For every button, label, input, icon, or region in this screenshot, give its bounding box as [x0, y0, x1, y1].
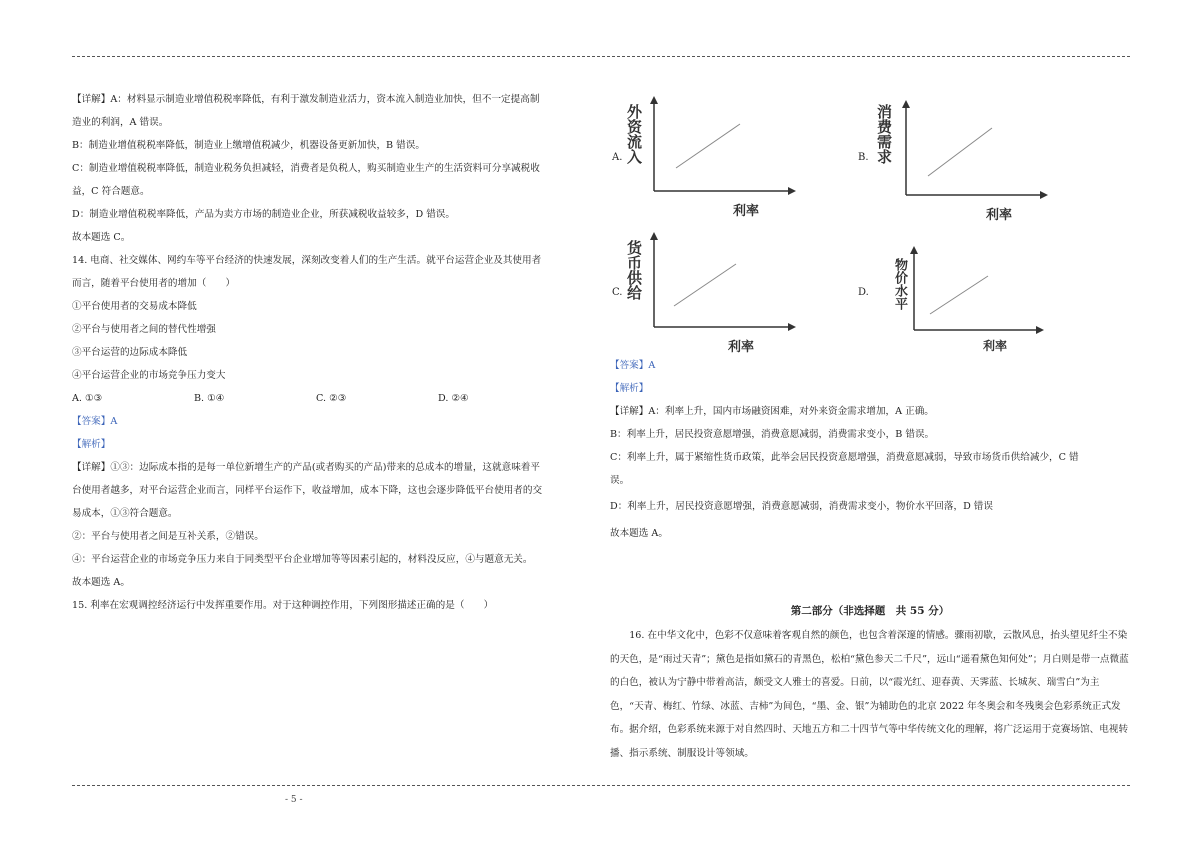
graph-c-ylabel: 货币供给	[625, 240, 643, 300]
choices-14	[72, 387, 592, 410]
detail-14-2: ②：平台与使用者之间是互补关系，②错误。	[72, 531, 264, 542]
graph-a	[648, 96, 798, 200]
graph-c-option: C.	[612, 287, 623, 298]
graph-d-option: D.	[858, 287, 869, 298]
statement-2: ②平台与使用者之间的替代性增强	[72, 324, 216, 335]
question-15: 15. 利率在宏观调控经济运行中发挥重要作用。对于这种调控作用，下列图形描述正确的是（ ）	[72, 600, 494, 611]
graph-d-xlabel: 利率	[983, 339, 1008, 353]
choice-c: C. ②③	[316, 393, 347, 404]
detail-15-d: D：利率上升，居民投资意愿增强，消费意愿减弱，消费需求变小，物价水平回落，D 错误	[610, 501, 993, 512]
analysis-14: 【解析】	[72, 439, 111, 450]
detail-p3b: 益，C 符合题意。	[72, 186, 150, 197]
detail-15-c: C：利率上升，属于紧缩性货币政策，此举会居民投资意愿增强，消费意愿减弱，导致市场货币供给减少，C 错	[610, 452, 1079, 463]
graph-d-ylabel: 物价水平	[892, 258, 907, 310]
right-column	[610, 354, 1130, 545]
graph-b-xlabel: 利率	[986, 208, 1013, 223]
graph-b-ylabel: 消费需求	[875, 104, 893, 164]
detail-15-b: B：利率上升，居民投资意愿增强，消费意愿减弱，消费需求变小，B 错误。	[610, 429, 935, 440]
detail-14-3: ④：平台运营企业的市场竞争压力来自于同类型平台企业增加等等因素引起的，材料没反应，④与题意无关。	[72, 554, 533, 565]
choice-d: D. ②④	[438, 393, 469, 404]
choice-a: A. ①③	[72, 393, 103, 404]
conclusion-14: 故本题选 A。	[72, 577, 130, 588]
graph-d	[908, 246, 1048, 338]
question-14: 14. 电商、社交媒体、网约车等平台经济的快速发展，深刻改变着人们的生产生活。就平台运营企业及其使用者	[72, 255, 542, 266]
statement-1: ①平台使用者的交易成本降低	[72, 301, 197, 312]
question-14-cont: 而言，随着平台使用者的增加（ ）	[72, 278, 236, 289]
detail-p4: D：制造业增值税税率降低，产品为卖方市场的制造业企业，所获减税收益较多，D 错误。	[72, 209, 455, 220]
detail-15-c-cont: 误。	[610, 475, 630, 486]
question-16: 16. 在中华文化中，色彩不仅意味着客观自然的颜色，也包含着深邃的情感。骤雨初歇，云散风息，抬头望见纤尘不染的天色，是“雨过天青”；黛色是指如黛石的青黑色，松柏“黛色参天二千尺”，远山“遥看黛色知何处”；月白则是带一点微蓝的白色，被认为宁静中带着高洁，颇受文人雅士的喜爱。日前，以“霞光红、迎春黄、天霁蓝、长城灰、瑞雪白”为主色，“天青、梅红、竹绿、冰蓝、吉柿”为间色，“墨、金、银”为辅助色的北京 2022 年冬奥会和冬残奥会色彩系统正式发布。据介绍，色彩系统来源于对自然四时、天地五方和二十四节气等中华传统文化的理解，将广泛运用于竞赛场馆、电视转播、指示系统、制服设计等领域。	[610, 630, 1129, 759]
page-number: - 5 -	[285, 795, 303, 805]
graph-b	[900, 100, 1050, 204]
graph-c	[648, 232, 798, 336]
detail-14-1b: 台使用者越多，对平台运营企业而言，同样平台运作下，收益增加，成本下降，这也会逐步降低平台使用者的交	[72, 485, 543, 496]
detail-14-1c: 易成本，①③符合题意。	[72, 508, 178, 519]
graph-b-option: B.	[858, 152, 869, 163]
detail-p1b: 造业的利润，A 错误。	[72, 117, 169, 128]
graph-a-ylabel: 外资流入	[625, 104, 643, 164]
statement-4: ④平台运营企业的市场竞争压力变大	[72, 370, 226, 381]
detail-p2: B：制造业增值税税率降低，制造业上缴增值税减少，机器设备更新加快，B 错误。	[72, 140, 425, 151]
conclusion-13: 故本题选 C。	[72, 232, 131, 243]
answer-15: 【答案】A	[610, 360, 656, 371]
detail-p3: C：制造业增值税税率降低，制造业税务负担减轻，消费者是负税人，购买制造业生产的生活资料可分享减税收	[72, 163, 540, 174]
statement-3: ③平台运营的边际成本降低	[72, 347, 188, 358]
section-title: 第二部分（非选择题 共 55 分）	[790, 605, 950, 617]
answer-14: 【答案】A	[72, 416, 118, 427]
detail-p1: 【详解】A：材料显示制造业增值税税率降低，有利于激发制造业活力，资本流入制造业加快，但不一定提高制	[72, 94, 540, 105]
graph-a-option: A.	[612, 152, 623, 163]
left-column	[72, 88, 592, 617]
detail-15-a: 【详解】A：利率上升，国内市场融资困难，对外来资金需求增加，A 正确。	[610, 406, 934, 417]
graph-a-xlabel: 利率	[733, 204, 760, 219]
detail-14-1: 【详解】①③：边际成本指的是每一单位新增生产的产品(或者购买的产品)带来的总成本的增量，这就意味着平	[72, 462, 540, 473]
footer-rule	[72, 785, 1130, 786]
graph-c-xlabel: 利率	[728, 340, 755, 355]
choice-b: B. ①④	[194, 393, 225, 404]
analysis-15: 【解析】	[610, 383, 649, 394]
conclusion-15: 故本题选 A。	[610, 528, 668, 539]
header-rule	[72, 56, 1130, 57]
